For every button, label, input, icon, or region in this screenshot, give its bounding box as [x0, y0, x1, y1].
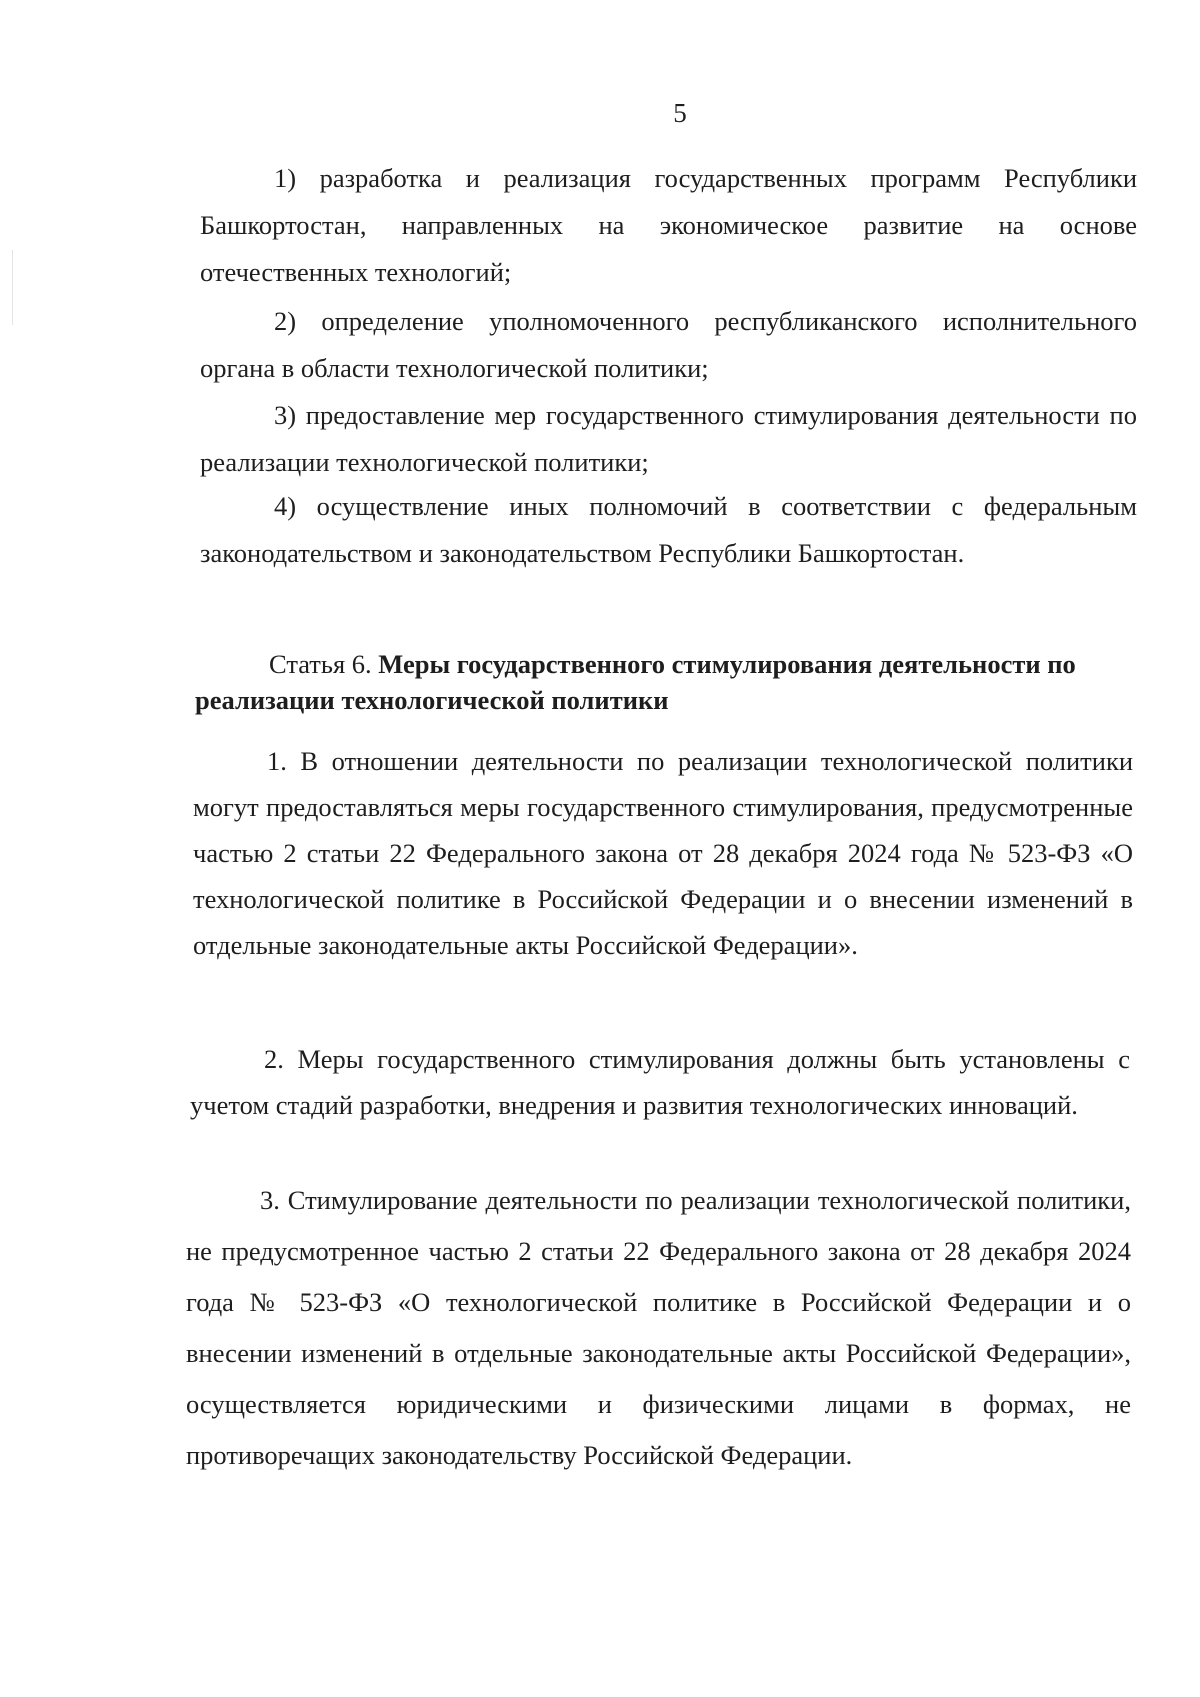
list-item: 2) определение уполномоченного республиканского исполнительного органа в области технологической политики;	[200, 306, 1137, 383]
scan-edge-mark	[12, 250, 13, 325]
list-item: 1) разработка и реализация государственных программ Республики Башкортостан, направленных на экономическое развитие на основе отечественных технологий;	[200, 163, 1137, 287]
list-item: 4) осуществление иных полномочий в соответствии с федеральным законодательством и законодательством Республики Башкортостан.	[200, 491, 1137, 568]
article-title: Меры государственного стимулирования деятельности по реализации технологической политики	[195, 649, 1076, 715]
list-item: 3) предоставление мер государственного стимулирования деятельности по реализации технологической политики;	[200, 400, 1137, 477]
paragraph: 1. В отношении деятельности по реализации технологической политики могут предоставляться меры государственного стимулирования, предусмотренные частью 2 статьи 22 Федерального закона от 28 декабря 2024 года № 523-ФЗ «О технологической политике в Российской Федерации и о внесении изменений в отдельные законодательные акты Российской Федерации».	[193, 746, 1133, 960]
page-number: 5	[673, 98, 687, 128]
article-heading	[195, 646, 1135, 718]
article-label: Статья 6.	[269, 649, 372, 679]
paragraph: 2. Меры государственного стимулирования должны быть установлены с учетом стадий разработки, внедрения и развития технологических инноваций.	[190, 1044, 1130, 1120]
paragraph: 3. Стимулирование деятельности по реализации технологической политики, не предусмотренное частью 2 статьи 22 Федерального закона от 28 декабря 2024 года № 523-ФЗ «О технологической политике в Российской Федерации и о внесении изменений в отдельные законодательные акты Российской Федерации», осуществляется юридическими и физическими лицами в формах, не противоречащих законодательству Российской Федерации.	[186, 1185, 1131, 1470]
